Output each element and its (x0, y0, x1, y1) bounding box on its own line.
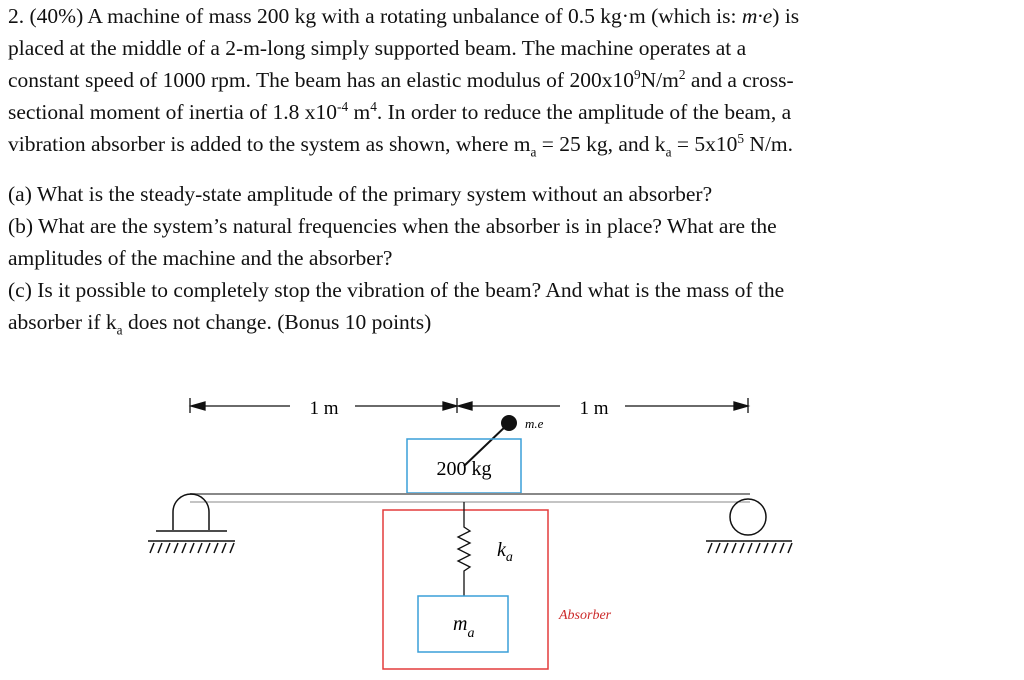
text-line-4b: m (348, 100, 371, 124)
question-c-line-2b: does not change. (Bonus 10 points) (122, 310, 432, 334)
exponent: -4 (337, 98, 349, 114)
text-line-3b: N/m (640, 68, 679, 92)
text-line-3a: constant speed of 1000 rpm. The beam has an elastic modulus of 200x10 (8, 68, 634, 92)
text-line-2: placed at the middle of a 2-m-long simply supported beam. The machine operates at a (8, 36, 747, 60)
subscript: a (116, 322, 123, 338)
unbalance-mass (501, 415, 517, 431)
right-span-label: 1 m (579, 398, 609, 419)
absorber-spring (458, 502, 470, 596)
text-line-5b: = 25 kg, and k (536, 132, 666, 156)
text-line-4c: . In order to reduce the amplitude of the beam, a (376, 100, 792, 124)
exponent: 4 (370, 98, 377, 114)
roller-support (706, 499, 792, 553)
text-line-4a: sectional moment of inertia of 1.8 x10 (8, 100, 337, 124)
text-line-5c: = 5x10 (671, 132, 738, 156)
unbalance-label: m.e (525, 416, 544, 431)
text-line-5a: vibration absorber is added to the system as shown, where m (8, 132, 531, 156)
pin-support (148, 494, 235, 553)
text-line-3c: and a cross- (685, 68, 794, 92)
text-line-5d: N/m. (744, 132, 794, 156)
spring-label: $k_a$ (497, 539, 513, 565)
text-line-1: 2. (40%) A machine of mass 200 kg with a rotating unbalance of 0.5 kg·m (which is: (8, 4, 742, 28)
exponent: 9 (633, 66, 641, 82)
exponent: 5 (737, 130, 745, 146)
absorber-mass-label: $m_a$ (453, 613, 475, 641)
subscript: a (530, 144, 537, 160)
question-c-line-2a: absorber if k (8, 310, 117, 334)
question-c-line-1: (c) Is it possible to completely stop the vibration of the beam? And what is the mass of the (8, 278, 785, 302)
question-b-line-2: amplitudes of the machine and the absorber? (8, 246, 393, 270)
question-a: (a) What is the steady-state amplitude of the primary system without an absorber? (8, 182, 713, 206)
question-b-line-1: (b) What are the system’s natural frequencies when the absorber is in place? What are the (8, 214, 777, 238)
machine-mass-label: 200 kg (436, 458, 492, 480)
exponent: 2 (678, 66, 686, 82)
text-line-1-end: ) is (772, 4, 800, 28)
me-italic: m·e (741, 4, 773, 28)
left-span-label: 1 m (309, 398, 339, 419)
absorber-label: Absorber (559, 608, 612, 623)
subscript: a (665, 144, 672, 160)
